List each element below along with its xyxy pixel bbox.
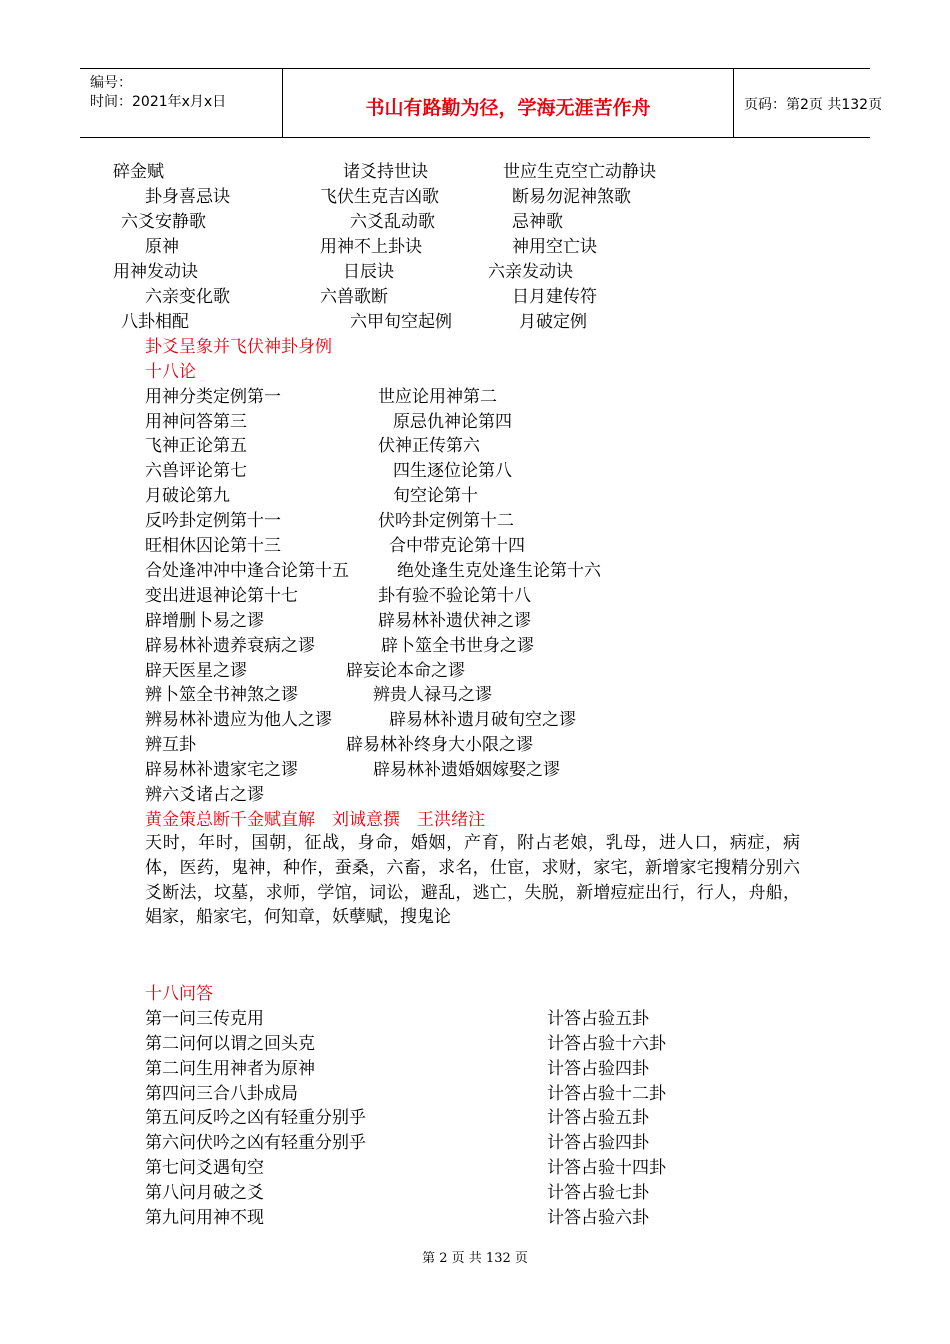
question-count: 计答占验五卦 [547,1108,649,1128]
lun-item: 辨六爻诸占之谬 [145,785,264,805]
lun-item: 四生逐位论第八 [393,461,512,481]
section-heading-18lun: 十八论 [145,362,196,382]
question-item: 第八问月破之爻 [145,1183,264,1203]
lun-item: 辟天医星之谬 [145,661,247,681]
lun-item: 辨易林补遗应为他人之谬 [145,710,332,730]
lun-item: 辨互卦 [145,735,196,755]
question-item: 第七问爻遇旬空 [145,1158,264,1178]
header-left-cell [80,69,283,137]
toc-item: 六亲变化歌 [145,287,230,307]
lun-item: 六兽评论第七 [145,461,247,481]
question-item: 第二问生用神者为原神 [145,1059,315,1079]
lun-item: 辨贵人禄马之谬 [373,685,492,705]
toc-item: 飞伏生克吉凶歌 [320,187,439,207]
header-center-cell [283,69,734,137]
toc-item: 原神 [145,237,179,257]
toc-item: 六亲发动诀 [488,262,573,282]
toc-item: 用神不上卦诀 [320,237,422,257]
question-count: 计答占验六卦 [547,1208,649,1228]
lun-item: 辟妄论本命之谬 [346,661,465,681]
lun-item: 辟易林补遗家宅之谬 [145,760,298,780]
header-right-cell [734,69,883,137]
question-item: 第九问用神不现 [145,1208,264,1228]
question-item: 第六问伏吟之凶有轻重分别乎 [145,1133,366,1153]
lun-item: 合处逢冲冲中逢合论第十五 [145,561,349,581]
toc-item: 碎金赋 [113,162,164,182]
question-count: 计答占验十二卦 [547,1084,666,1104]
lun-item: 辟增删卜易之谬 [145,611,264,631]
lun-item: 辟易林补遗伏神之谬 [378,611,531,631]
page-header [80,68,883,138]
header-page-info: 页码：第2页 共132页 [744,97,883,113]
question-item: 第五问反吟之凶有轻重分别乎 [145,1108,366,1128]
date-line: 时间：2021年x月x日 [90,94,227,110]
toc-item: 六兽歌断 [320,287,388,307]
toc-item: 八卦相配 [121,312,189,332]
question-item: 第一问三传克用 [145,1009,264,1029]
lun-item: 变出进退神论第十七 [145,586,298,606]
question-count: 计答占验四卦 [547,1133,649,1153]
lun-item: 辟易林补遗婚姻嫁娶之谬 [373,760,560,780]
question-count: 计答占验四卦 [547,1059,649,1079]
lun-item: 辟易林补终身大小限之谬 [346,735,533,755]
toc-item: 断易勿泥神煞歌 [512,187,631,207]
lun-item: 月破论第九 [145,486,230,506]
toc-item: 忌神歌 [512,212,563,232]
page-footer: 第 2 页 共 132 页 [422,1251,528,1266]
lun-item: 世应论用神第二 [378,387,497,407]
header-motto: 书山有路勤为径，学海无涯苦作舟 [365,97,651,119]
lun-item: 原忌仇神论第四 [393,412,512,432]
toc-item: 神用空亡诀 [512,237,597,257]
section-heading-18wenda: 十八问答 [145,984,213,1004]
question-count: 计答占验十四卦 [547,1158,666,1178]
lun-item: 伏神正传第六 [378,436,480,456]
question-item: 第二问何以谓之回头克 [145,1034,315,1054]
question-item: 第四问三合八卦成局 [145,1084,298,1104]
lun-item: 用神问答第三 [145,412,247,432]
lun-item: 辟易林补遗养衰病之谬 [145,636,315,656]
lun-item: 辟易林补遗月破旬空之谬 [389,710,576,730]
section-heading-huangjin: 黄金策总断千金赋直解 刘诚意撰 王洪绪注 [145,810,485,830]
lun-item: 辨卜筮全书神煞之谬 [145,685,298,705]
lun-item: 合中带克论第十四 [389,536,525,556]
toc-item: 卦身喜忌诀 [145,187,230,207]
toc-item: 世应生克空亡动静诀 [503,162,656,182]
toc-item: 六甲旬空起例 [350,312,452,332]
question-count: 计答占验七卦 [547,1183,649,1203]
toc-item: 六爻乱动歌 [350,212,435,232]
lun-item: 绝处逢生克处逢生论第十六 [397,561,601,581]
section-heading-guaxiao: 卦爻呈象并飞伏神卦身例 [145,337,332,357]
lun-item: 辟卜筮全书世身之谬 [381,636,534,656]
toc-item: 日月建传符 [512,287,597,307]
lun-item: 反吟卦定例第十一 [145,511,281,531]
toc-item: 六爻安静歌 [121,212,206,232]
number-label: 编号： [90,75,132,91]
question-count: 计答占验五卦 [547,1009,649,1029]
lun-item: 用神分类定例第一 [145,387,281,407]
toc-item: 日辰诀 [343,262,394,282]
huangjin-paragraph: 天时，年时，国朝，征战，身命，婚姻，产育，附占老娘，乳母，进人口，病症，病体，医药，鬼神，种作，蚕桑，六畜，求名，仕宦，求财，家宅，新增家宅搜精分别六爻断法，坟墓，求师，学馆，词讼，避乱，逃亡，失脱，新增痘症出行，行人，舟船，娼家，船家宅，何知章，妖孽赋，搜鬼论 [145,833,800,928]
lun-item: 飞神正论第五 [145,436,247,456]
lun-item: 伏吟卦定例第十二 [378,511,514,531]
toc-item: 月破定例 [519,312,587,332]
lun-item: 卦有验不验论第十八 [378,586,531,606]
question-count: 计答占验十六卦 [547,1034,666,1054]
toc-item: 诸爻持世诀 [343,162,428,182]
lun-item: 旬空论第十 [393,486,478,506]
lun-item: 旺相休囚论第十三 [145,536,281,556]
toc-item: 用神发动诀 [113,262,198,282]
